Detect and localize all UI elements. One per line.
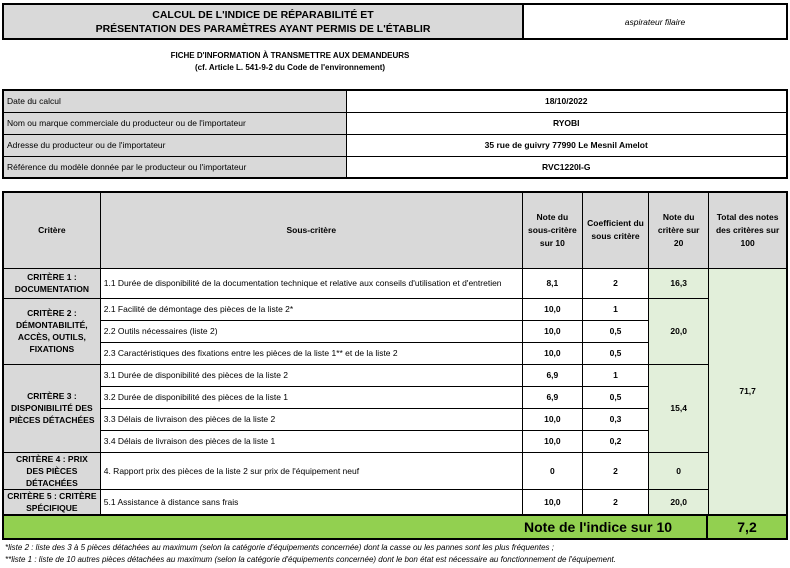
score-table [2, 191, 788, 516]
info-row-reference [3, 156, 787, 178]
fiche-line-1: FICHE D'INFORMATION À TRANSMETTRE AUX DEMANDEURS [170, 51, 410, 60]
sub-score: 6,9 [522, 364, 582, 386]
sub-score: 8,1 [522, 268, 582, 298]
sub-criterion: 3.1 Durée de disponibilité des pièces de la liste 2 [100, 364, 522, 386]
title-line-2: PRÉSENTATION DES PARAMÈTRES AYANT PERMIS DE L'ÉTABLIR [95, 22, 431, 35]
fiche-line-2: (cf. Article L. 541-9-2 du Code de l'environnement) [194, 63, 386, 72]
sub-criterion: 2.3 Caractéristiques des fixations entre les pièces de la liste 1** et de la liste 2 [100, 342, 522, 364]
header-coefficient: Coefficient du sous critère [582, 192, 648, 268]
info-value: 35 rue de guivry 77990 Le Mesnil Amelot [346, 134, 787, 156]
criterion-score: 16,3 [649, 268, 709, 298]
header-sous-critere: Sous-critère [100, 192, 522, 268]
header-critere: Critère [3, 192, 100, 268]
coefficient: 0,5 [582, 342, 648, 364]
criterion-3: CRITÈRE 3 : DISPONIBILITÉ DES PIÈCES DÉTACHÉES [3, 364, 100, 452]
sub-criterion: 3.4 Délais de livraison des pièces de la liste 1 [100, 430, 522, 452]
info-label: Référence du modèle donnée par le producteur ou l'importateur [3, 156, 346, 178]
sub-criterion: 2.1 Facilité de démontage des pièces de la liste 2* [100, 298, 522, 320]
criterion-2: CRITÈRE 2 : DÉMONTABILITÉ, ACCÈS, OUTILS, FIXATIONS [3, 298, 100, 364]
info-label: Nom ou marque commerciale du producteur ou de l'importateur [3, 112, 346, 134]
header-total: Total des notes des critères sur 100 [709, 192, 787, 268]
sub-criterion: 3.3 Délais de livraison des pièces de la liste 2 [100, 408, 522, 430]
info-label: Adresse du producteur ou de l'importateur [3, 134, 346, 156]
title-line-1: CALCUL DE L'INDICE DE RÉPARABILITÉ ET [152, 8, 374, 21]
table-row [3, 489, 787, 515]
info-table [2, 89, 788, 179]
coefficient: 2 [582, 489, 648, 515]
info-value: RYOBI [346, 112, 787, 134]
sub-criterion: 2.2 Outils nécessaires (liste 2) [100, 320, 522, 342]
coefficient: 1 [582, 298, 648, 320]
criterion-score: 20,0 [649, 298, 709, 364]
criterion-4: CRITÈRE 4 : PRIX DES PIÈCES DÉTACHÉES [3, 452, 100, 489]
sub-score: 10,0 [522, 320, 582, 342]
header-note-sous-critere: Note du sous-critère sur 10 [522, 192, 582, 268]
sub-score: 10,0 [522, 342, 582, 364]
sub-score: 0 [522, 452, 582, 489]
sub-criterion: 1.1 Durée de disponibilité de la documentation technique et relative aux conseils d'utilisation et d'entretien [100, 268, 522, 298]
header-table [2, 3, 788, 40]
criterion-1: CRITÈRE 1 : DOCUMENTATION [3, 268, 100, 298]
page-title [3, 4, 523, 39]
coefficient: 0,3 [582, 408, 648, 430]
sub-score: 10,0 [522, 430, 582, 452]
table-header-row [3, 192, 787, 268]
coefficient: 2 [582, 268, 648, 298]
footnote-list-2: *liste 2 : liste des 3 à 5 pièces détachées au maximum (selon la catégorie d'équipements concernée) dont la casse ou les pannes sont les plus fréquentes ; [5, 543, 554, 552]
coefficient: 0,2 [582, 430, 648, 452]
info-row-date [3, 90, 787, 112]
info-row-address [3, 134, 787, 156]
sub-criterion: 5.1 Assistance à distance sans frais [100, 489, 522, 515]
fiche-heading [150, 50, 430, 74]
info-row-brand [3, 112, 787, 134]
sub-score: 6,9 [522, 386, 582, 408]
table-row [3, 298, 787, 320]
product-type: aspirateur filaire [523, 4, 787, 39]
index-score-label: Note de l'indice sur 10 [524, 519, 673, 535]
criterion-score: 20,0 [649, 489, 709, 515]
coefficient: 0,5 [582, 320, 648, 342]
sub-score: 10,0 [522, 298, 582, 320]
table-row [3, 268, 787, 298]
sub-criterion: 3.2 Durée de disponibilité des pièces de la liste 1 [100, 386, 522, 408]
coefficient: 0,5 [582, 386, 648, 408]
index-score-value: 7,2 [737, 519, 757, 535]
info-value: 18/10/2022 [346, 90, 787, 112]
criterion-score: 15,4 [649, 364, 709, 452]
sub-score: 10,0 [522, 408, 582, 430]
info-label: Date du calcul [3, 90, 346, 112]
footnote-list-1: **liste 1 : liste de 10 autres pièces détachées au maximum (selon la catégorie d'équipements concernée) dont le bon état est nécessaire au fonctionnement de l'équipement. [5, 555, 616, 564]
criterion-5: CRITÈRE 5 : CRITÈRE SPÉCIFIQUE [3, 489, 100, 515]
sub-score: 10,0 [522, 489, 582, 515]
total-score: 71,7 [709, 268, 787, 515]
index-score-row [2, 514, 788, 540]
table-row [3, 452, 787, 489]
coefficient: 2 [582, 452, 648, 489]
table-row [3, 364, 787, 386]
criterion-score: 0 [649, 452, 709, 489]
info-value: RVC1220I-G [346, 156, 787, 178]
header-note-critere: Note du critère sur 20 [649, 192, 709, 268]
sub-criterion: 4. Rapport prix des pièces de la liste 2 sur prix de l'équipement neuf [100, 452, 522, 489]
coefficient: 1 [582, 364, 648, 386]
